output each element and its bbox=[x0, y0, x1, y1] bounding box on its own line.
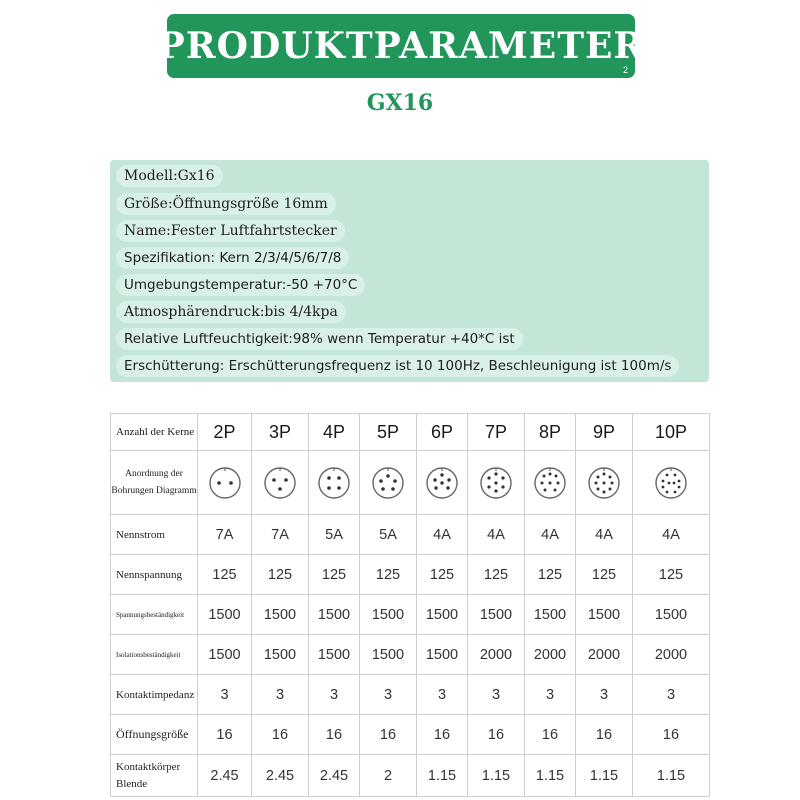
table-cell: 16 bbox=[468, 715, 525, 755]
table-cell: 3 bbox=[633, 675, 710, 715]
table-cell: 16 bbox=[417, 715, 468, 755]
header-label: Anzahl der Kerne bbox=[111, 414, 198, 451]
row-label: Nennstrom bbox=[111, 515, 198, 555]
spec-item-name: Name:Fester Luftfahrtstecker bbox=[116, 220, 345, 242]
table-cell: 125 bbox=[309, 555, 360, 595]
row-label: Kontaktkörper Blende bbox=[111, 755, 198, 797]
table-cell: 1.15 bbox=[633, 755, 710, 797]
table-cell: 1.15 bbox=[468, 755, 525, 797]
table-cell: 125 bbox=[360, 555, 417, 595]
table-cell: 3 bbox=[252, 675, 309, 715]
table-cell: 2000 bbox=[576, 635, 633, 675]
pin-layout-6p-icon bbox=[417, 451, 468, 515]
table-cell: 5A bbox=[360, 515, 417, 555]
table-cell: 125 bbox=[468, 555, 525, 595]
table-header-row bbox=[111, 414, 710, 451]
column-header: 4P bbox=[309, 414, 360, 451]
table-cell: 1500 bbox=[417, 595, 468, 635]
spec-item-vibration: Erschütterung: Erschütterungsfrequenz ist 10 100Hz, Beschleunigung ist 100m/s bbox=[116, 355, 679, 377]
table-cell: 2.45 bbox=[309, 755, 360, 797]
table-cell: 125 bbox=[252, 555, 309, 595]
table-cell: 3 bbox=[525, 675, 576, 715]
table-cell: 16 bbox=[576, 715, 633, 755]
row-label: Kontaktimpedanz bbox=[111, 675, 198, 715]
pin-layout-5p-icon bbox=[360, 451, 417, 515]
column-header: 9P bbox=[576, 414, 633, 451]
table-row bbox=[111, 715, 710, 755]
table-cell: 3 bbox=[360, 675, 417, 715]
table-cell: 2 bbox=[360, 755, 417, 797]
spec-item-specification: Spezifikation: Kern 2/3/4/5/6/7/8 bbox=[116, 247, 349, 269]
table-cell: 1500 bbox=[633, 595, 710, 635]
table-cell: 1500 bbox=[309, 595, 360, 635]
table-cell: 16 bbox=[309, 715, 360, 755]
spec-item-temperature: Umgebungstemperatur:-50 +70°C bbox=[116, 274, 365, 296]
table-cell: 1.15 bbox=[417, 755, 468, 797]
column-header: 7P bbox=[468, 414, 525, 451]
table-cell: 2.45 bbox=[252, 755, 309, 797]
row-label: Öffnungsgröße bbox=[111, 715, 198, 755]
row-label: Nennspannung bbox=[111, 555, 198, 595]
table-cell: 4A bbox=[633, 515, 710, 555]
table-row bbox=[111, 555, 710, 595]
parameter-table bbox=[110, 413, 710, 797]
table-cell: 16 bbox=[360, 715, 417, 755]
spec-item-model: Modell:Gx16 bbox=[116, 165, 223, 187]
table-cell: 4A bbox=[468, 515, 525, 555]
table-cell: 1500 bbox=[309, 635, 360, 675]
spec-item-size: Größe:Öffnungsgröße 16mm bbox=[116, 193, 336, 215]
table-cell: 1.15 bbox=[525, 755, 576, 797]
table-cell: 7A bbox=[252, 515, 309, 555]
pin-layout-10p-icon bbox=[633, 451, 710, 515]
pin-layout-7p-icon bbox=[468, 451, 525, 515]
table-cell: 1500 bbox=[576, 595, 633, 635]
banner-mark: 2 bbox=[622, 65, 629, 75]
pin-layout-3p-icon bbox=[252, 451, 309, 515]
table-cell: 5A bbox=[309, 515, 360, 555]
table-cell: 125 bbox=[198, 555, 252, 595]
table-cell: 1.15 bbox=[576, 755, 633, 797]
table-cell: 1500 bbox=[525, 595, 576, 635]
table-cell: 16 bbox=[198, 715, 252, 755]
table-cell: 1500 bbox=[417, 635, 468, 675]
page-title: PRODUKTPARAMETER bbox=[157, 25, 645, 67]
table-cell: 3 bbox=[417, 675, 468, 715]
pin-layout-2p-icon bbox=[198, 451, 252, 515]
table-cell: 1500 bbox=[252, 635, 309, 675]
table-row bbox=[111, 515, 710, 555]
table-cell: 16 bbox=[633, 715, 710, 755]
column-header: 5P bbox=[360, 414, 417, 451]
table-row bbox=[111, 451, 710, 515]
table-cell: 1500 bbox=[468, 595, 525, 635]
pin-layout-8p-icon bbox=[525, 451, 576, 515]
title-banner bbox=[157, 14, 645, 78]
table-cell: 1500 bbox=[360, 635, 417, 675]
column-header: 10P bbox=[633, 414, 710, 451]
table-cell: 3 bbox=[198, 675, 252, 715]
table-cell: 1500 bbox=[198, 635, 252, 675]
table-row bbox=[111, 675, 710, 715]
column-header: 3P bbox=[252, 414, 309, 451]
table-cell: 2000 bbox=[525, 635, 576, 675]
row-label: Isolationsbeständigkeit bbox=[111, 635, 198, 675]
table-cell: 2000 bbox=[633, 635, 710, 675]
table-cell: 125 bbox=[576, 555, 633, 595]
table-row bbox=[111, 595, 710, 635]
pin-layout-9p-icon bbox=[576, 451, 633, 515]
table-cell: 4A bbox=[576, 515, 633, 555]
table-cell: 2.45 bbox=[198, 755, 252, 797]
table-cell: 125 bbox=[417, 555, 468, 595]
table-cell: 2000 bbox=[468, 635, 525, 675]
spec-item-pressure: Atmosphärendruck:bis 4/4kpa bbox=[116, 301, 346, 323]
product-model-heading: GX16 bbox=[366, 90, 434, 116]
row-label: Anordnung der Bohrungen Diagramm bbox=[111, 451, 198, 515]
table-cell: 3 bbox=[309, 675, 360, 715]
table-cell: 125 bbox=[633, 555, 710, 595]
table-row bbox=[111, 755, 710, 797]
table-cell: 3 bbox=[468, 675, 525, 715]
table-cell: 4A bbox=[525, 515, 576, 555]
table-cell: 7A bbox=[198, 515, 252, 555]
pin-layout-4p-icon bbox=[309, 451, 360, 515]
table-row bbox=[111, 635, 710, 675]
column-header: 8P bbox=[525, 414, 576, 451]
column-header: 2P bbox=[198, 414, 252, 451]
table-cell: 16 bbox=[525, 715, 576, 755]
table-cell: 4A bbox=[417, 515, 468, 555]
table-cell: 1500 bbox=[252, 595, 309, 635]
spec-item-humidity: Relative Luftfeuchtigkeit:98% wenn Temperatur +40*C ist bbox=[116, 328, 523, 350]
table-cell: 1500 bbox=[360, 595, 417, 635]
column-header: 6P bbox=[417, 414, 468, 451]
row-label: Spannungsbeständigkeit bbox=[111, 595, 198, 635]
table-cell: 1500 bbox=[198, 595, 252, 635]
table-cell: 3 bbox=[576, 675, 633, 715]
table-cell: 16 bbox=[252, 715, 309, 755]
table-cell: 125 bbox=[525, 555, 576, 595]
